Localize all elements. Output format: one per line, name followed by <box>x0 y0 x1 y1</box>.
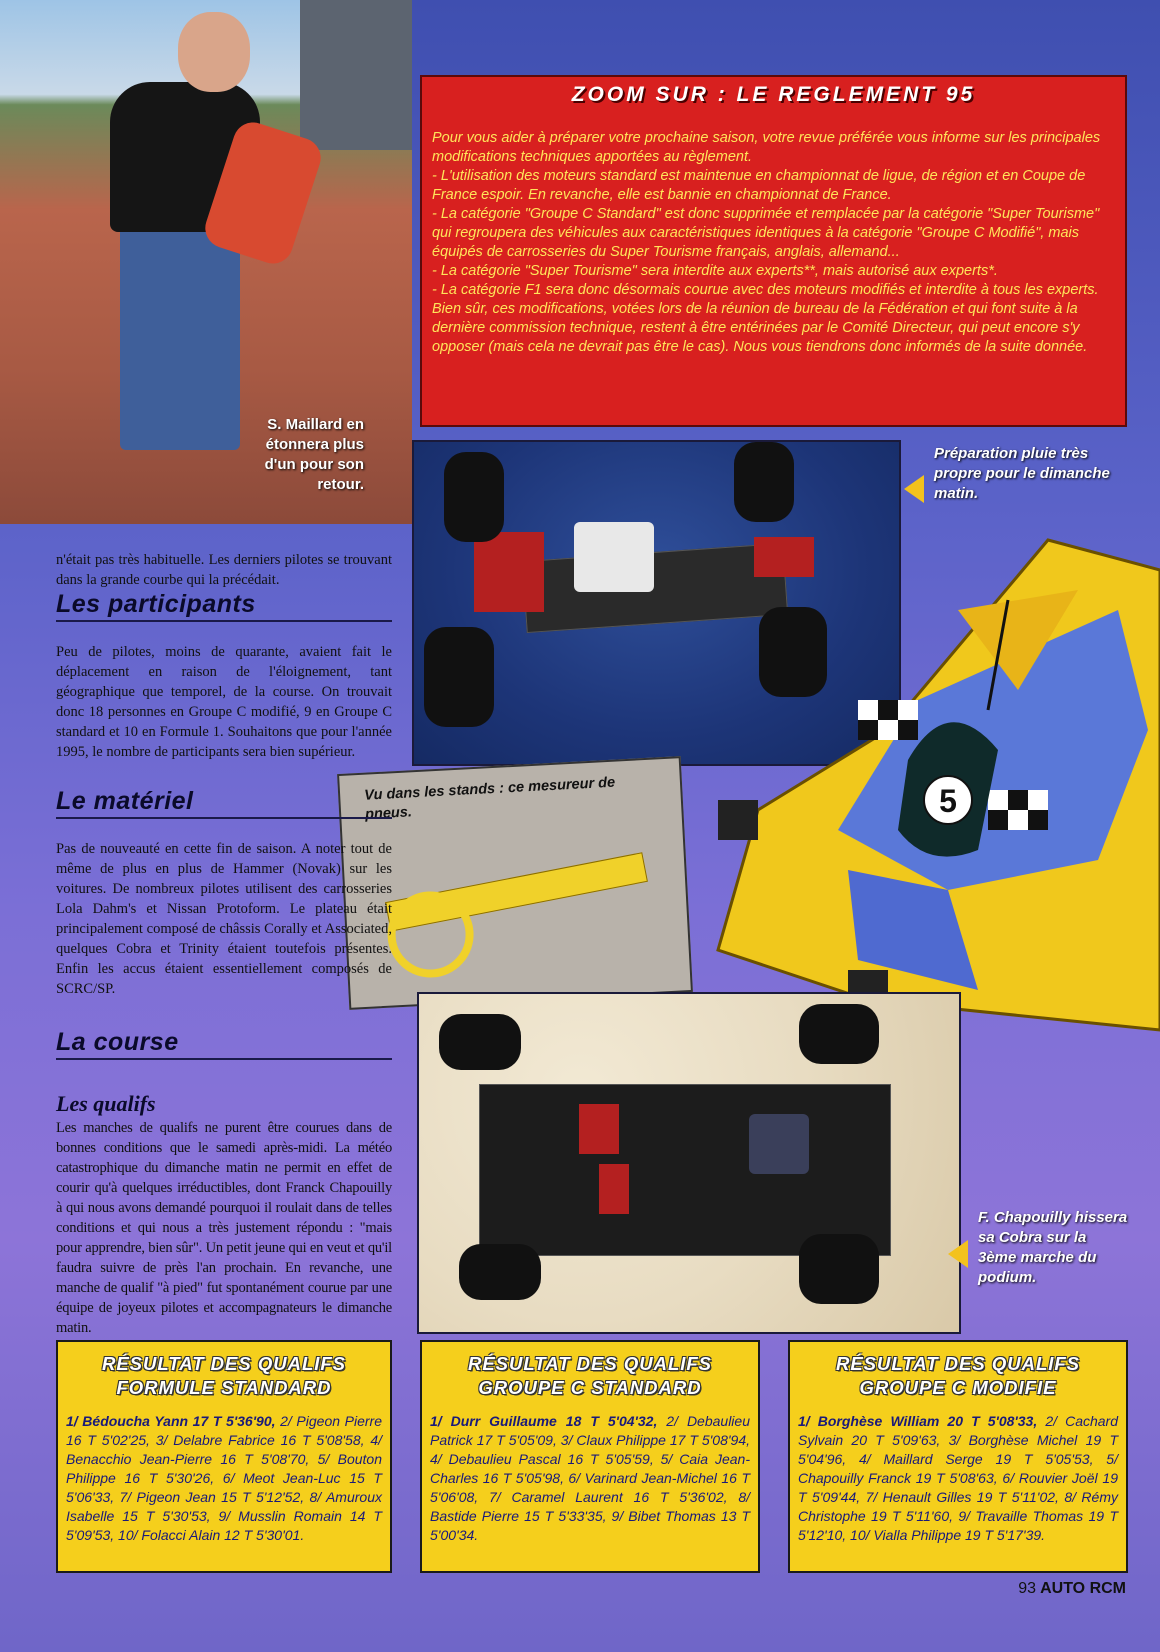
car-number: 5 <box>939 783 957 819</box>
chassis-motor-mount <box>749 1114 809 1174</box>
photo-building <box>300 0 412 150</box>
photo-person-head <box>178 12 250 92</box>
result-title-line1: RÉSULTAT DES QUALIFS <box>835 1353 1081 1374</box>
result-title-line2: GROUPE C MODIFIE <box>859 1377 1057 1398</box>
chassis-tire-fl <box>734 442 794 522</box>
chassis-tire-rr <box>424 627 494 727</box>
photo-person-jeans <box>120 220 240 450</box>
result-box-groupe-c-standard <box>420 1340 760 1573</box>
caption-arrow-icon <box>904 475 924 503</box>
article-qualifs: Les manches de qualifs ne purent être courues dans de bonnes conditions que le samedi après-midi. La météo catastrophique du dimanche matin ne permit en effet de courir qu'à quelques irréductibles, dont Franck Chapouilly à qui nous avons demandé pourquoi il roulait dans de telles conditions et qui nous a très justement répondu : "mais pour apprendre, bien sûr". Un petit jeune qui en veut et qu'il faudra suivre de près l'an prochain. En revanche, une manche de qualif "à pied" fut spontanément courue par une équipe de joyeux pilotes et accompagnateurs le dimanche matin. <box>56 1120 392 1336</box>
heading-materiel: Le matériel <box>56 787 392 819</box>
chassis-tire-rr <box>799 1234 879 1304</box>
result-box-groupe-c-modifie <box>788 1340 1128 1573</box>
result-text <box>430 1412 750 1545</box>
subheading-qualifs: Les qualifs <box>56 1091 156 1116</box>
result-rest: 2/ Cachard Sylvain 20 T 5'09'63, 3/ Borghèse Michel 19 T 5'04'96, 4/ Maillard Serge 19 T 5'05'53, 5/ Chapouilly Franck 19 T 5'08'63, 6/ Rouvier Joël 19 T 5'09'44, 7/ Henault Gilles 19 T 5'11'02, 8/ Rémy Christophe 19 T 5'11'60, 9/ Travaille Thomas 19 T 5'12'10, 10/ Vialla Philippe 19 T 5'17'39. <box>798 1413 1119 1543</box>
result-winner: 1/ Bédoucha Yann 17 T 5'36'90, <box>66 1413 276 1429</box>
photo-car-body-yellow <box>718 530 1160 1050</box>
result-text <box>66 1412 382 1545</box>
article-participants: Peu de pilotes, moins de quarante, avaient fait le déplacement en raison de l'éloignement, tant géographique que temporel, de la course. On trouvait donc 18 personnes en Groupe C modifié, 9 en Groupe C standard et 10 en Formule 1. Souhaitons que pour l'année 1995, le nombre de participants sera bien supérieur. <box>56 644 392 760</box>
zoom-title: ZOOM SUR : LE REGLEMENT 95 <box>571 83 976 106</box>
zoom-paragraph: Pour vous aider à préparer votre prochaine saison, votre revue préférée vous informe sur les principales modifications techniques apportées au règlement. <box>432 130 1101 165</box>
zoom-paragraph: - La catégorie "Groupe C Standard" est donc supprimée et remplacée par la catégorie "Super Tourisme" qui regroupera des véhicules aux caractéristiques identiques à la catégorie "Groupe C Modifié", mais équipés de carrosseries du Super Tourisme français, anglais, allemand... <box>432 206 1100 260</box>
zoom-reglement-box <box>420 75 1127 427</box>
caption-chassis-cobra: F. Chapouilly hissera sa Cobra sur la 3ème marche du podium. <box>978 1209 1128 1286</box>
result-rest: 2/ Pigeon Pierre 16 T 5'02'25, 3/ Delabre Fabrice 16 T 5'08'58, 4/ Benacchio Jean-Pierre 16 T 5'08'70, 5/ Bouton Philippe 16 T 5'30'26, 6/ Meot Jean-Luc 15 T 5'06'33, 7/ Pigeon Jean 15 T 5'12'52, 8/ Amuroux Isabelle 15 T 5'30'53, 9/ Musslin Romain 14 T 5'09'53, 10/ Folacci Alain 12 T 5'30'01. <box>66 1413 382 1543</box>
chassis-plate <box>479 1084 891 1256</box>
result-title <box>422 1352 758 1400</box>
result-title-line1: RÉSULTAT DES QUALIFS <box>467 1353 713 1374</box>
heading-participants: Les participants <box>56 590 392 622</box>
zoom-paragraph: - La catégorie F1 sera donc désormais courue avec des moteurs modifiés et interdite à tous les experts. <box>432 282 1099 298</box>
result-title-line1: RÉSULTAT DES QUALIFS <box>101 1353 347 1374</box>
magazine-name: AUTO RCM <box>1040 1580 1126 1597</box>
chassis-servo <box>579 1104 619 1154</box>
page-footer <box>1018 1580 1126 1598</box>
photo-chassis-cobra <box>417 992 961 1334</box>
result-title <box>790 1352 1126 1400</box>
caption-tire-gauge: Vu dans les stands : ce mesureur de pneus. <box>363 774 616 823</box>
caption-chassis-rain: Préparation pluie très propre pour le dimanche matin. <box>934 445 1110 502</box>
chassis-tire-fr <box>459 1244 541 1300</box>
result-title <box>58 1352 390 1400</box>
result-title-line2: FORMULE STANDARD <box>116 1377 332 1398</box>
photo-driver <box>0 0 412 524</box>
zoom-paragraph: - L'utilisation des moteurs standard est maintenue en championnat de ligue, de région et en Coupe de France espoir. En revanche, elle est bannie en championnat de France. <box>432 168 1086 203</box>
chassis-tire-rl <box>444 452 504 542</box>
zoom-text <box>432 129 1115 357</box>
result-winner: 1/ Borghèse William 20 T 5'08'33, <box>798 1413 1038 1429</box>
chassis-tire-rl <box>799 1004 879 1064</box>
caption-arrow-icon <box>948 1240 968 1268</box>
result-title-line2: GROUPE C STANDARD <box>478 1377 702 1398</box>
result-box-formule-standard <box>56 1340 392 1573</box>
chassis-tire-fl <box>439 1014 521 1070</box>
zoom-paragraph: Bien sûr, ces modifications, votées lors de la réunion de bureau de la Fédération et qui font suite à la dernière commission technique, restent à être entérinées par le Comité Directeur, qui peut encore s'y opposer (mais cela ne devrait pas être le cas). Nous vous tiendrons donc informés de la suite donnée. <box>432 301 1088 355</box>
zoom-paragraph: - La catégorie "Super Tourisme" sera interdite aux experts**, mais autorisé aux experts*. <box>432 263 998 279</box>
chassis-rear-pod <box>474 532 544 612</box>
result-text <box>798 1412 1118 1545</box>
photo-driver-caption: S. Maillard en étonnera plus d'un pour son retour. <box>264 416 364 493</box>
chassis-receiver <box>599 1164 629 1214</box>
result-rest: 2/ Debaulieu Patrick 17 T 5'05'09, 3/ Claux Philippe 17 T 5'08'94, 4/ Debaulieu Pascal 16 T 5'05'59, 5/ Caia Jean-Charles 16 T 5'05'98, 6/ Varinard Jean-Michel 16 T 5'06'08, 7/ Caramel Laurent 16 T 5'36'02, 8/ Bastide Pierre 15 T 5'33'35, 9/ Bibet Thomas 13 T 5'00'34. <box>430 1413 750 1543</box>
page-number: 93 <box>1018 1580 1037 1597</box>
article-intro: n'était pas très habituelle. Les derniers pilotes se trouvant dans la grande courbe qui la précédait. <box>56 552 392 588</box>
heading-course: La course <box>56 1028 392 1060</box>
car-wheel-arch <box>718 800 758 840</box>
article-materiel: Pas de nouveauté en cette fin de saison. A noter tout de même de plus en plus de Hammer (Novak) sur les voitures. De nombreux pilotes utilisent des carrosseries Lola Dahm's et Nissan Protoform. Le plateau était principalement composé de châssis Corally et Associated, quelques Cobra et Trinity étaient toutefois présentes. Enfin les accus étaient essentiellement composés de SCRC/SP. <box>56 841 392 997</box>
chassis-battery <box>574 522 654 592</box>
result-winner: 1/ Durr Guillaume 18 T 5'04'32, <box>430 1413 658 1429</box>
